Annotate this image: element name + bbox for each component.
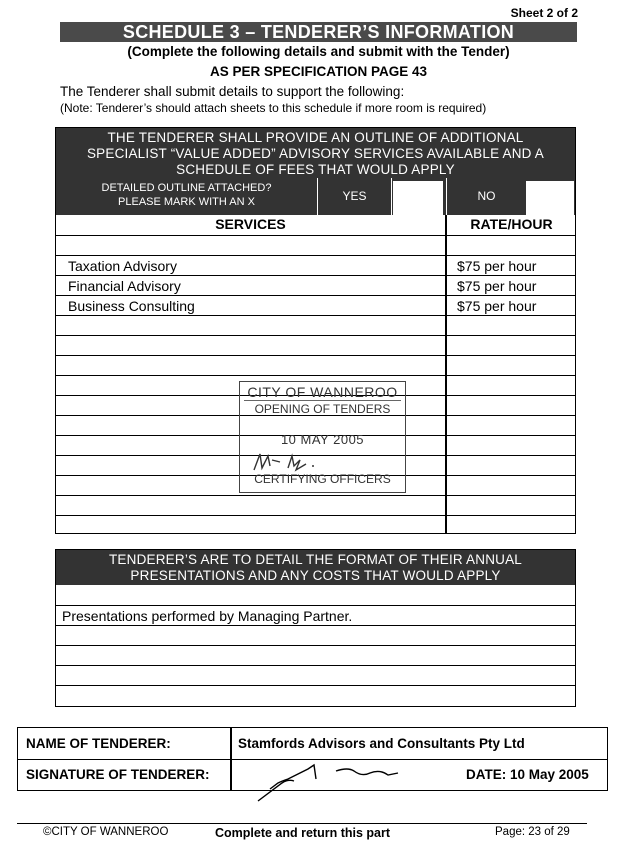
name-value: Stamfords Advisors and Consultants Pty Ltd — [238, 736, 525, 751]
rate-cell: $75 per hour — [457, 278, 537, 294]
presentations-entry: Presentations performed by Managing Partner. — [62, 608, 353, 624]
outline-attached-row — [56, 178, 575, 215]
presentations-section-heading — [56, 550, 575, 585]
specification-reference: AS PER SPECIFICATION PAGE 43 — [209, 64, 428, 79]
tenderer-signature-icon — [238, 759, 418, 807]
mark-label-line: DETAILED OUTLINE ATTACHED? — [101, 182, 272, 194]
instruction-text: The Tenderer shall submit details to support the following: — [60, 84, 405, 99]
column-divider — [445, 215, 447, 533]
mark-label-line: PLEASE MARK WITH AN X — [118, 196, 255, 208]
service-cell: Business Consulting — [68, 298, 195, 314]
row-line — [56, 235, 575, 236]
schedule-title: SCHEDULE 3 – TENDERER’S INFORMATION — [60, 22, 577, 42]
no-label: NO — [446, 178, 526, 215]
row-line — [56, 495, 575, 496]
name-label: NAME OF TENDERER: — [26, 736, 171, 751]
tenderer-signoff — [17, 727, 608, 791]
footer-page-number: Page: 23 of 29 — [495, 826, 570, 838]
row-line — [56, 335, 575, 336]
row-line — [56, 625, 575, 626]
row-line — [56, 275, 575, 276]
signature-row — [18, 759, 607, 790]
row-line — [56, 685, 575, 686]
heading-line: SCHEDULE OF FEES THAT WOULD APPLY — [176, 162, 455, 177]
row-line — [56, 375, 575, 376]
service-cell: Financial Advisory — [68, 278, 181, 294]
heading-line: SPECIALIST “VALUE ADDED” ADVISORY SERVICES AVAILABLE AND A — [86, 146, 545, 161]
row-line — [56, 315, 575, 316]
stamp-line: CITY OF WANNEROO — [244, 384, 401, 401]
heading-line: PRESENTATIONS AND ANY COSTS THAT WOULD APPLY — [130, 568, 501, 583]
outline-attached-label — [56, 178, 318, 215]
tender-opening-stamp — [239, 381, 406, 493]
services-section-heading — [56, 128, 575, 178]
footer-instruction: Complete and return this part — [215, 826, 391, 840]
rate-column-header: RATE/HOUR — [470, 216, 553, 232]
row-line — [56, 255, 575, 256]
date-value: DATE: 10 May 2005 — [466, 767, 589, 782]
officer-signature-icon — [250, 450, 330, 474]
row-line — [56, 645, 575, 646]
stamp-date: 10 MAY 2005 — [280, 432, 365, 447]
heading-line: TENDERER’S ARE TO DETAIL THE FORMAT OF THEIR ANNUAL — [108, 552, 523, 567]
row-line — [56, 665, 575, 666]
row-line — [56, 605, 575, 606]
yes-checkbox[interactable] — [393, 181, 443, 215]
sheet-number: Sheet 2 of 2 — [510, 6, 578, 20]
rate-cell: $75 per hour — [457, 298, 537, 314]
subtitle: (Complete the following details and submit with the Tender) — [127, 44, 510, 59]
note-text: (Note: Tenderer’s should attach sheets to this schedule if more room is required) — [60, 101, 487, 115]
stamp-line: OPENING OF TENDERS — [254, 402, 391, 416]
yes-label: YES — [318, 178, 392, 215]
no-checkbox[interactable] — [526, 181, 574, 215]
footer-copyright: ©CITY OF WANNEROO — [43, 826, 169, 838]
name-row — [18, 728, 607, 759]
rate-cell: $75 per hour — [457, 258, 537, 274]
row-line — [56, 295, 575, 296]
row-line — [56, 355, 575, 356]
services-column-header: SERVICES — [215, 216, 286, 232]
stamp-line: CERTIFYING OFFICERS — [254, 472, 391, 486]
row-line — [56, 515, 575, 516]
signature-label: SIGNATURE OF TENDERER: — [26, 767, 210, 782]
presentations-section — [55, 549, 576, 707]
footer-divider — [17, 823, 587, 824]
heading-line: THE TENDERER SHALL PROVIDE AN OUTLINE OF ADDITIONAL — [107, 130, 524, 145]
service-cell: Taxation Advisory — [68, 258, 177, 274]
